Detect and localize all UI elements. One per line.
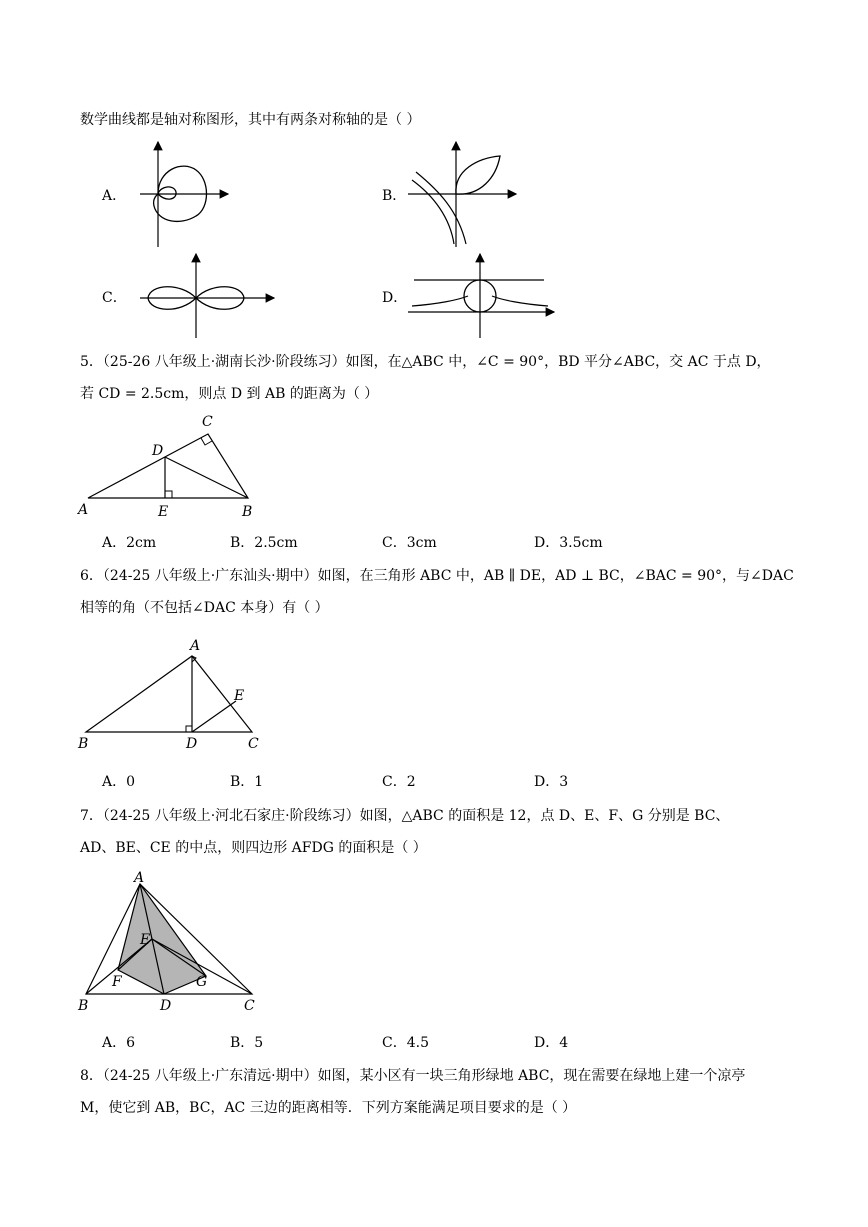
q7-label-c: C bbox=[244, 998, 255, 1014]
q6-option-d: D．3 bbox=[534, 774, 569, 790]
q6-option-b: B．1 bbox=[230, 774, 264, 790]
q4-option-d: D． bbox=[382, 290, 408, 306]
q5-label-e: E bbox=[158, 504, 169, 520]
q7-label-b: B bbox=[78, 998, 89, 1014]
q6-label-c: C bbox=[248, 736, 259, 752]
q5-option-d: D．3.5cm bbox=[534, 535, 603, 551]
q6-label-a: A bbox=[190, 638, 201, 654]
q5-option-b: B．2.5cm bbox=[230, 535, 298, 551]
q6-label-d: D bbox=[186, 736, 198, 752]
q7-label-a: A bbox=[134, 870, 145, 886]
q7-label-d: D bbox=[160, 998, 172, 1014]
q5-option-c: C．3cm bbox=[382, 535, 437, 551]
q4-figure-a bbox=[140, 140, 240, 250]
q5-label-c: C bbox=[202, 414, 213, 430]
q4-stem: 数学曲线都是轴对称图形，其中有两条对称轴的是（ ） bbox=[80, 112, 421, 128]
q7-option-c: C．4.5 bbox=[382, 1035, 429, 1051]
q5-label-a: A bbox=[78, 502, 89, 518]
q4-option-a: A． bbox=[102, 188, 127, 204]
q4-figure-b bbox=[408, 140, 523, 250]
q7-label-f: F bbox=[112, 974, 122, 990]
q5-label-d: D bbox=[152, 443, 164, 459]
q6-label-b: B bbox=[78, 736, 89, 752]
q6-label-e: E bbox=[234, 688, 245, 704]
q7-stem-line1: 7．（24-25 八年级上·河北石家庄·阶段练习）如图，△ABC 的面积是 12，点 D、E、F、G 分别是 BC、 bbox=[80, 808, 730, 824]
q7-figure bbox=[76, 872, 272, 1016]
q5-option-a: A．2cm bbox=[102, 535, 157, 551]
q7-label-g: G bbox=[196, 974, 208, 990]
q6-stem-line2: 相等的角（不包括∠DAC 本身）有（ ） bbox=[80, 600, 329, 616]
q7-stem-line2: AD、BE、CE 的中点，则四边形 AFDG 的面积是（ ） bbox=[80, 840, 427, 856]
q6-option-c: C．2 bbox=[382, 774, 416, 790]
q5-stem-line2: 若 CD = 2.5cm，则点 D 到 AB 的距离为（ ） bbox=[80, 386, 379, 402]
q5-figure bbox=[78, 412, 268, 524]
q6-stem-line1: 6．（24-25 八年级上·广东汕头·期中）如图，在三角形 ABC 中，AB ∥ DE，AD ⊥ BC，∠BAC = 90°，与∠DAC bbox=[80, 568, 794, 584]
q8-stem-line1: 8．（24-25 八年级上·广东清远·期中）如图，某小区有一块三角形绿地 ABC，现在需要在绿地上建一个凉亭 bbox=[80, 1068, 746, 1084]
q7-option-b: B．5 bbox=[230, 1035, 264, 1051]
q5-label-b: B bbox=[242, 504, 253, 520]
q6-figure bbox=[76, 636, 276, 754]
q7-label-e: E bbox=[140, 932, 151, 948]
q4-option-c: C． bbox=[102, 290, 127, 306]
q7-option-a: A．6 bbox=[102, 1035, 136, 1051]
q4-figure-c bbox=[140, 252, 280, 342]
q8-stem-line2: M，使它到 AB，BC，AC 三边的距离相等．下列方案能满足项目要求的是（ ） bbox=[80, 1100, 577, 1116]
q7-option-d: D．4 bbox=[534, 1035, 569, 1051]
q4-figure-d bbox=[408, 252, 558, 342]
q6-option-a: A．0 bbox=[102, 774, 136, 790]
q4-option-b: B． bbox=[382, 188, 407, 204]
q5-stem-line1: 5．（25-26 八年级上·湖南长沙·阶段练习）如图，在△ABC 中，∠C = 90°，BD 平分∠ABC，交 AC 于点 D， bbox=[80, 354, 771, 370]
